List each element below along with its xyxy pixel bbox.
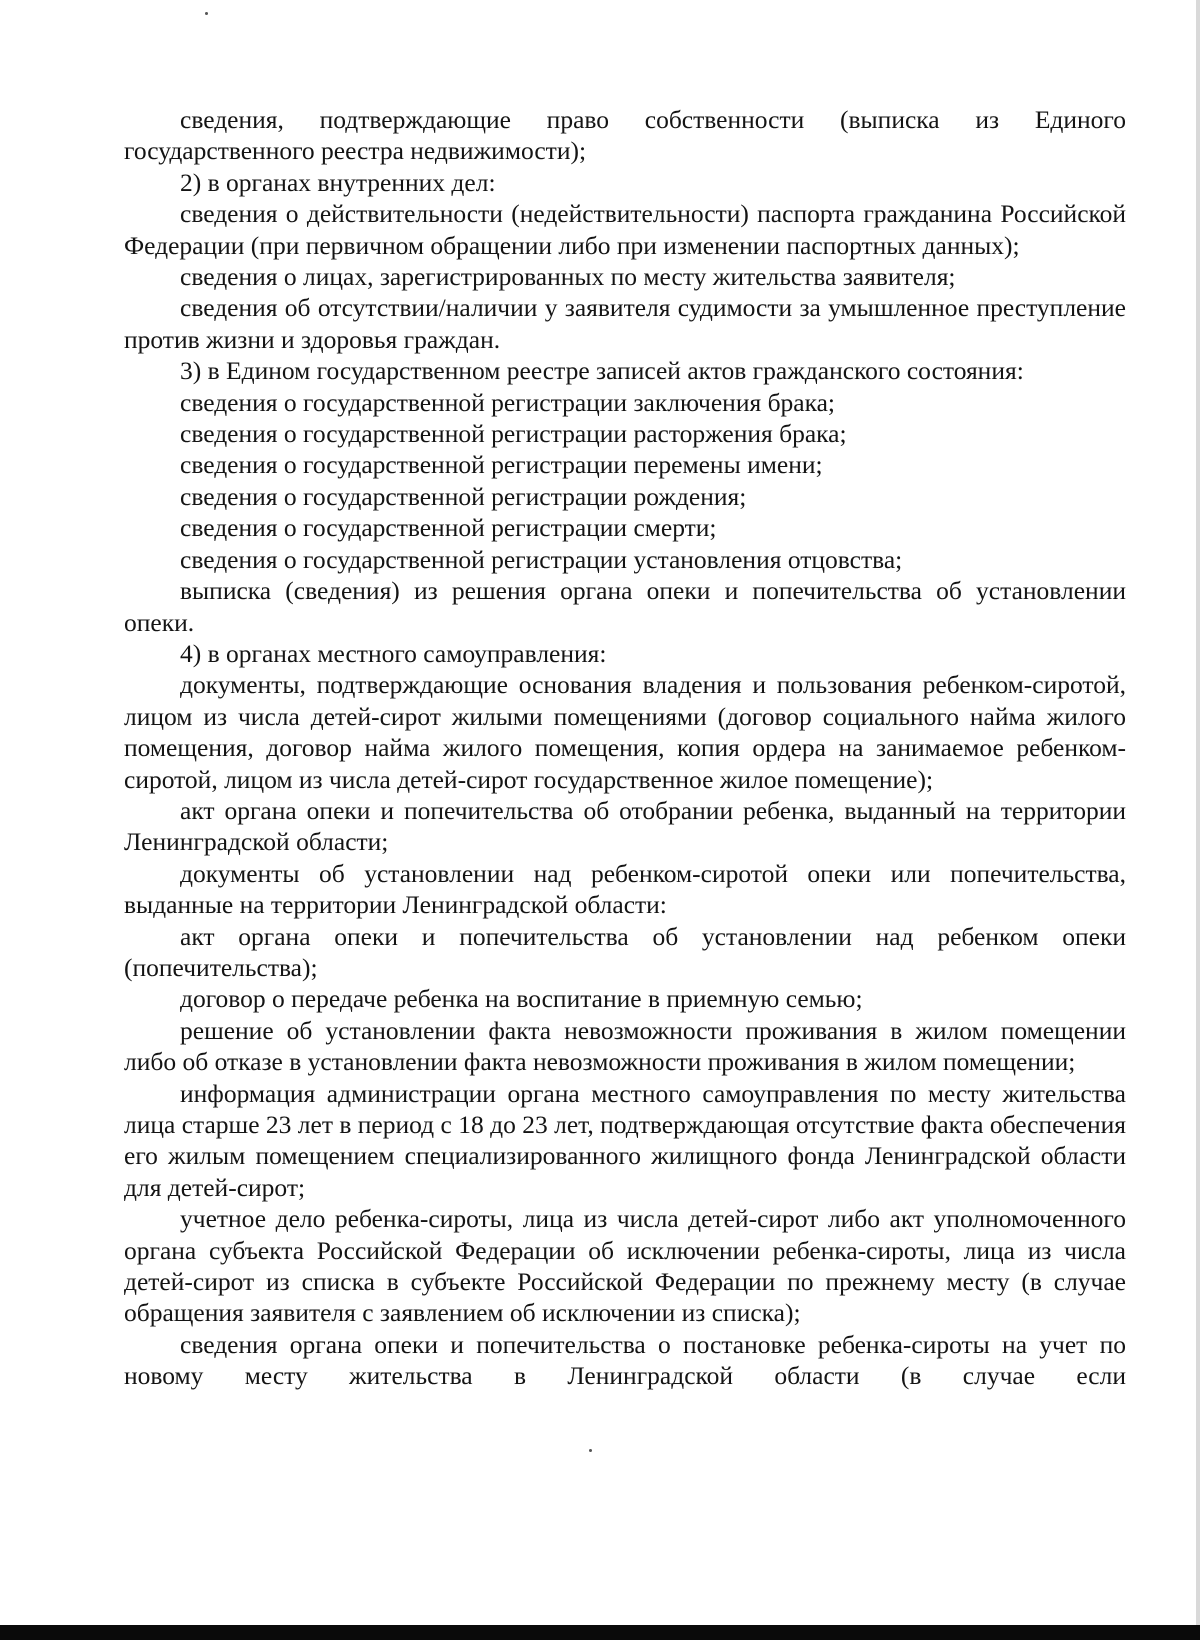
paragraph-marriage-registration: сведения о государственной регистрации заключения брака; <box>180 387 836 417</box>
paragraph-civil-registry-heading: 3) в Едином государственном реестре записей актов гражданского состояния: <box>180 356 1024 386</box>
paragraph-child-removal-act: акт органа опеки и попечительства об отобрании ребенка, выданный на территории Ленинградской области; <box>124 795 1126 857</box>
paragraph-divorce-registration: сведения о государственной регистрации расторжения брака; <box>180 419 847 449</box>
scan-speck <box>589 1449 592 1452</box>
paragraph-guardianship-documents: документы об установлении над ребенком-сиротой опеки или попечительства, выданные на территории Ленинградской области: <box>124 858 1126 920</box>
paragraph-new-residence-registration: сведения органа опеки и попечительства о постановке ребенка-сироты на учет по новому месту жительства в Ленинградской области (в случае если <box>124 1329 1126 1391</box>
paragraph-death-registration: сведения о государственной регистрации смерти; <box>180 513 717 543</box>
paragraph-administration-information: информация администрации органа местного самоуправления по месту жительства лица старше 23 лет в период с 18 до 23 лет, подтверждающая отсутствие факта обеспечения его жилым помещением специализированного жилищного фонда Ленинградской области для детей-сирот; <box>124 1078 1126 1202</box>
document-body <box>124 104 1126 1392</box>
paragraph-registered-persons: сведения о лицах, зарегистрированных по месту жительства заявителя; <box>180 262 956 292</box>
paragraph-orphan-case-file: учетное дело ребенка-сироты, лица из числа детей-сирот либо акт уполномоченного органа субъекта Российской Федерации об исключении ребенка-сироты, лица из числа детей-сирот из списка в субъекте Российской Федерации по прежнему месту (в случае обращения заявителя с заявлением об исключении из списка); <box>124 1204 1126 1328</box>
scan-speck <box>205 12 208 15</box>
paragraph-local-government-heading: 4) в органах местного самоуправления: <box>180 638 607 668</box>
paragraph-criminal-record: сведения об отсутствии/наличии у заявителя судимости за умышленное преступление против жизни и здоровья граждан. <box>124 293 1126 354</box>
paragraph-guardianship-extract: выписка (сведения) из решения органа опеки и попечительства об установлении опеки. <box>124 576 1126 637</box>
paragraph-paternity-registration: сведения о государственной регистрации установления отцовства; <box>180 544 903 574</box>
paragraph-guardianship-act: акт органа опеки и попечительства об установлении над ребенком опеки (попечительства); <box>124 921 1126 982</box>
paragraph-foster-family-contract: договор о передаче ребенка на воспитание в приемную семью; <box>180 984 863 1014</box>
paragraph-birth-registration: сведения о государственной регистрации рождения; <box>180 481 747 511</box>
paragraph-name-change-registration: сведения о государственной регистрации перемены имени; <box>180 450 823 480</box>
paragraph-ownership-rights: сведения, подтверждающие право собственности (выписка из Единого государственного реестра недвижимости); <box>124 105 1126 166</box>
paragraph-internal-affairs-heading: 2) в органах внутренних дел: <box>180 167 496 197</box>
scan-edge-bottom <box>0 1625 1200 1640</box>
scan-edge-right <box>1196 0 1200 1640</box>
paragraph-housing-documents: документы, подтверждающие основания владения и пользования ребенком-сиротой, лицом из числа детей-сирот жилыми помещениями (договор социального найма жилого помещения, договор найма жилого помещения, копия ордера на занимаемое ребенком-сиротой, лицом из числа детей-сирот государственное жилое помещение); <box>124 670 1126 794</box>
paragraph-residence-impossibility: решение об установлении факта невозможности проживания в жилом помещении либо об отказе в установлении факта невозможности проживания в жилом помещении; <box>124 1015 1126 1077</box>
paragraph-passport-validity: сведения о действительности (недействительности) паспорта гражданина Российской Федерации (при первичном обращении либо при изменении паспортных данных); <box>124 199 1126 260</box>
